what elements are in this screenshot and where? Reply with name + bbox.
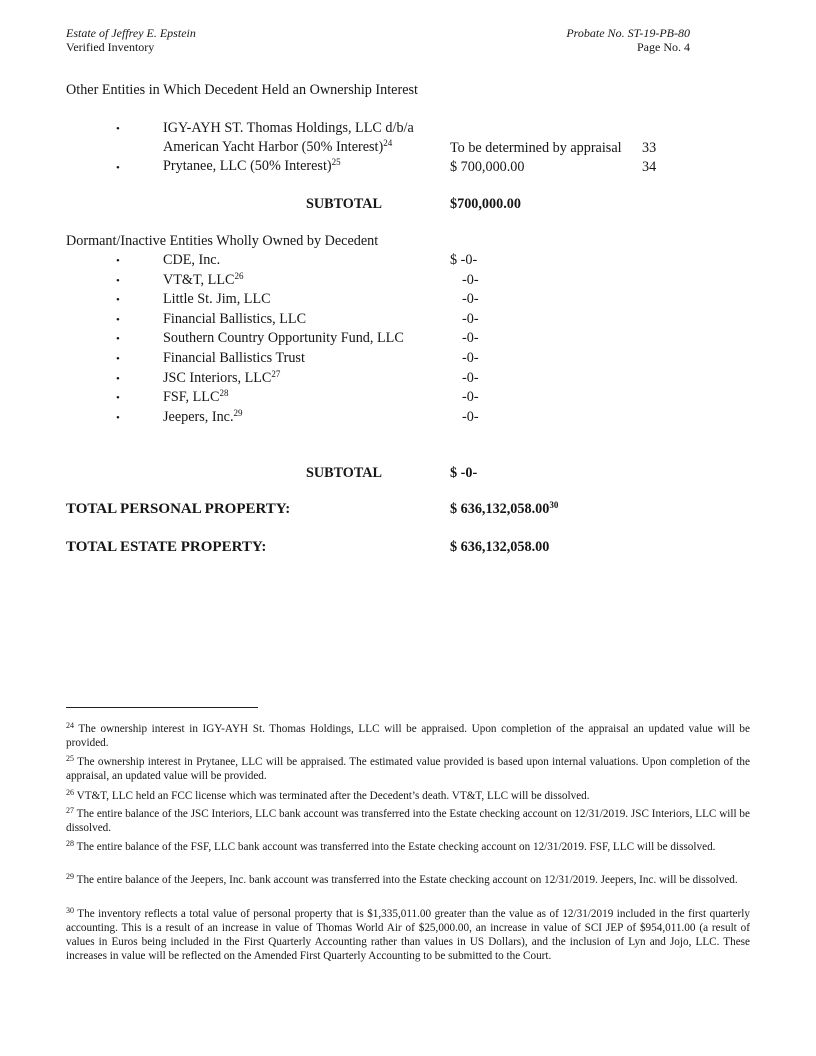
dormant-entity-name: FSF, LLC$^{28}$ bbox=[163, 388, 229, 405]
dormant-entity-value: -0- bbox=[462, 330, 479, 346]
dormant-entity-name: VT&T, LLC$^{26}$ bbox=[163, 271, 244, 288]
footnote-number: 27 bbox=[66, 806, 74, 815]
bullet-icon: • bbox=[116, 255, 120, 267]
dormant-entities-heading: Dormant/Inactive Entities Wholly Owned by Decedent bbox=[66, 233, 379, 249]
entity-name-line1: IGY-AYH ST. Thomas Holdings, LLC d/b/a bbox=[163, 120, 414, 136]
footnote-27 bbox=[66, 807, 750, 835]
bullet-icon: • bbox=[116, 275, 120, 287]
page-number: Page No. 4 bbox=[637, 40, 690, 54]
probate-number: Probate No. ST-19-PB-80 bbox=[566, 26, 690, 40]
entity-name: Prytanee, LLC (50% Interest)$^{25}$ bbox=[163, 157, 341, 174]
footnote-30 bbox=[66, 907, 750, 963]
dormant-entity-value: $ -0- bbox=[450, 252, 478, 268]
dormant-entity-name: Jeepers, Inc.$^{29}$ bbox=[163, 408, 243, 425]
footnote-number: 29 bbox=[66, 872, 74, 881]
bullet-icon: • bbox=[116, 373, 120, 385]
footnote-text: The ownership interest in Prytanee, LLC will be appraised. The estimated value provided is based upon internal valuations. Upon completion of the appraisal, an updated value will be provided. bbox=[66, 756, 750, 782]
dormant-entity-value: -0- bbox=[462, 350, 479, 366]
footnote-divider bbox=[66, 707, 258, 708]
footnote-text: The entire balance of the JSC Interiors, LLC bank account was transferred into the Estate checking account on 12/31/2019. JSC Interiors, LLC will be dissolved. bbox=[66, 808, 750, 834]
dormant-entity-value: -0- bbox=[462, 409, 479, 425]
dormant-entity-name: Financial Ballistics, LLC bbox=[163, 311, 307, 327]
dormant-entity-name: JSC Interiors, LLC$^{27}$ bbox=[163, 369, 281, 386]
footnote-ref: 30 bbox=[549, 500, 559, 510]
footnote-text: VT&T, LLC held an FCC license which was terminated after the Decedent’s death. VT&T, LLC will be dissolved. bbox=[76, 790, 590, 802]
footnote-text: The ownership interest in IGY-AYH St. Thomas Holdings, LLC will be appraised. Upon completion of the appraisal an updated value will be provided. bbox=[66, 723, 750, 749]
footnote-ref: 25 bbox=[331, 157, 341, 167]
subtotal-label: SUBTOTAL bbox=[306, 465, 382, 481]
bullet-icon: • bbox=[116, 314, 120, 326]
subtotal-value: $700,000.00 bbox=[450, 196, 521, 212]
entity-value: To be determined by appraisal bbox=[450, 140, 622, 156]
document-type: Verified Inventory bbox=[66, 40, 155, 54]
footnote-number: 25 bbox=[66, 754, 74, 763]
bullet-icon: • bbox=[116, 162, 120, 174]
total-estate-property-value: $ 636,132,058.00 bbox=[450, 539, 550, 555]
dormant-entity-value: -0- bbox=[462, 389, 479, 405]
footnote-29 bbox=[66, 873, 750, 887]
footnote-number: 30 bbox=[66, 906, 74, 915]
estate-name: Estate of Jeffrey E. Epstein bbox=[66, 26, 196, 40]
bullet-icon: • bbox=[116, 412, 120, 424]
footnote-text: The inventory reflects a total value of personal property that is $1,335,011.00 greater than the value as of 12/31/2019 included in the first quarterly accounting. This is a result of an increase in value of Thomas World Air of $25,000.00, an increase in value of SCI JEP of $954,011.00 (a result of values in Euros being included in the First Quarterly Accounting rather than values in US Dollars), and the inclusion of Lyn and Jojo, LLC. These increases in value will be reflected on the Amended First Quarterly Accounting to be submitted to the Court. bbox=[66, 908, 750, 962]
footnote-ref: 28 bbox=[219, 388, 229, 398]
subtotal-label: SUBTOTAL bbox=[306, 196, 382, 212]
footnote-ref: 29 bbox=[233, 408, 243, 418]
entity-name-line2: American Yacht Harbor (50% Interest)$^{24}$ bbox=[163, 138, 393, 155]
total-estate-property-label: TOTAL ESTATE PROPERTY: bbox=[66, 539, 267, 555]
footnote-ref: 24 bbox=[383, 138, 393, 148]
footnote-ref: 26 bbox=[234, 271, 244, 281]
dormant-entity-value: -0- bbox=[462, 311, 479, 327]
footnote-25 bbox=[66, 755, 750, 783]
dormant-entity-name: Southern Country Opportunity Fund, LLC bbox=[163, 330, 404, 346]
footnote-number: 28 bbox=[66, 839, 74, 848]
dormant-entity-name: CDE, Inc. bbox=[163, 252, 221, 268]
dormant-entity-value: -0- bbox=[462, 272, 479, 288]
dormant-entity-value: -0- bbox=[462, 370, 479, 386]
subtotal-value: $ -0- bbox=[450, 465, 478, 481]
footnote-24 bbox=[66, 722, 750, 750]
entity-value: $ 700,000.00 bbox=[450, 159, 525, 175]
bullet-icon: • bbox=[116, 123, 120, 135]
total-personal-property-label: TOTAL PERSONAL PROPERTY: bbox=[66, 501, 291, 517]
footnote-26 bbox=[66, 789, 750, 803]
footnote-text: The entire balance of the Jeepers, Inc. bank account was transferred into the Estate checking account on 12/31/2019. Jeepers, Inc. will be dissolved. bbox=[76, 874, 738, 886]
bullet-icon: • bbox=[116, 294, 120, 306]
dormant-entity-value: -0- bbox=[462, 291, 479, 307]
entity-item-number: 33 bbox=[642, 140, 657, 156]
footnote-text: The entire balance of the FSF, LLC bank account was transferred into the Estate checking account on 12/31/2019. FSF, LLC will be dissolved. bbox=[76, 841, 716, 853]
other-entities-heading: Other Entities in Which Decedent Held an Ownership Interest bbox=[66, 82, 418, 98]
footnote-number: 26 bbox=[66, 788, 74, 797]
bullet-icon: • bbox=[116, 392, 120, 404]
footnote-28 bbox=[66, 840, 750, 854]
bullet-icon: • bbox=[116, 333, 120, 345]
dormant-entity-name: Little St. Jim, LLC bbox=[163, 291, 271, 307]
dormant-entity-name: Financial Ballistics Trust bbox=[163, 350, 305, 366]
bullet-icon: • bbox=[116, 353, 120, 365]
footnote-number: 24 bbox=[66, 721, 74, 730]
footnote-ref: 27 bbox=[271, 369, 281, 379]
total-personal-property-value: $ 636,132,058.00$^{30}$ bbox=[450, 500, 559, 517]
entity-item-number: 34 bbox=[642, 159, 657, 175]
